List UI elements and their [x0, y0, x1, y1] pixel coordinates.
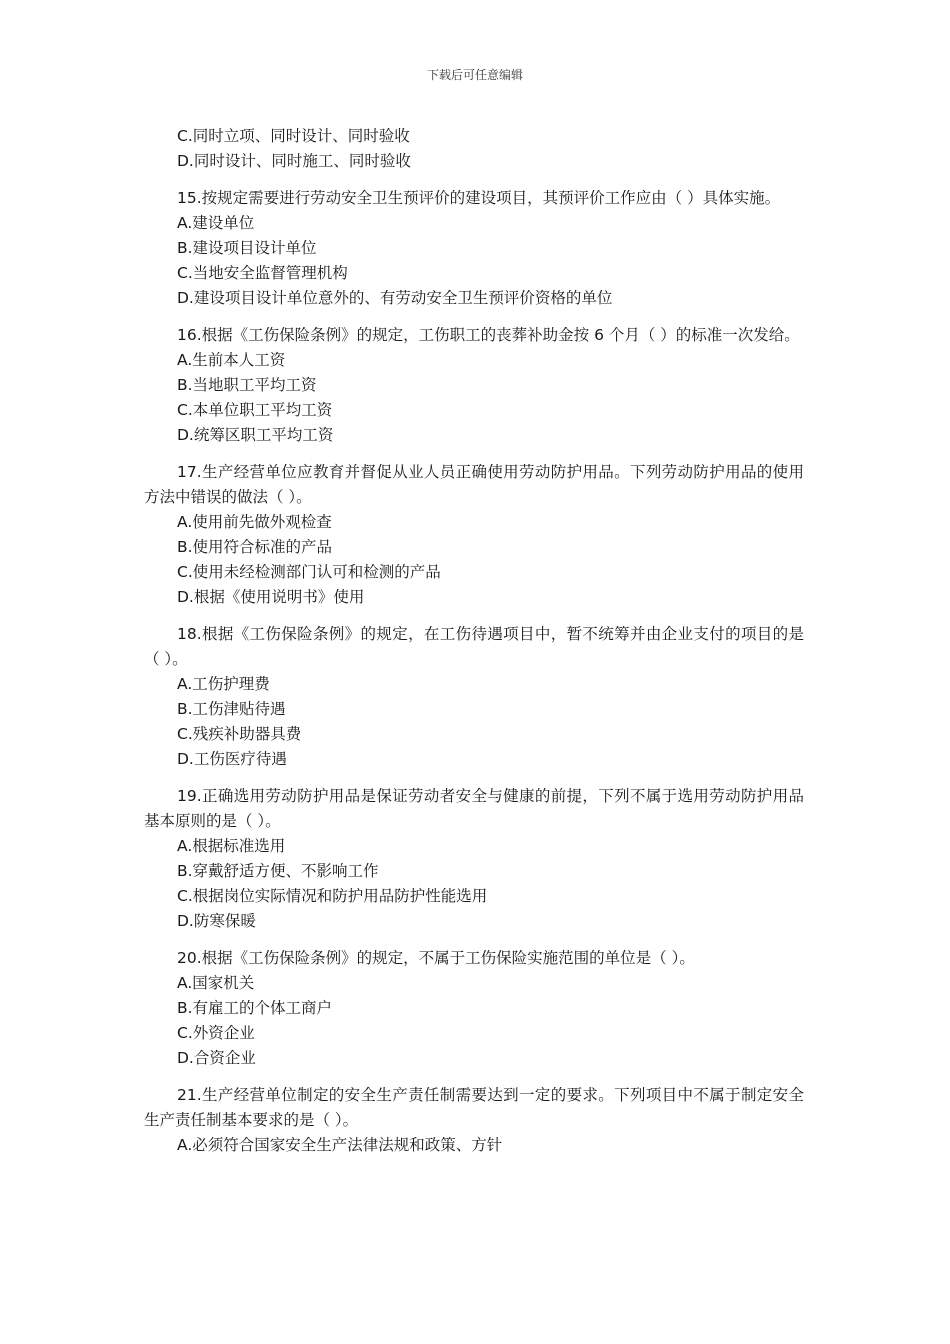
option: A.使用前先做外观检查	[177, 513, 332, 531]
option: D.统筹区职工平均工资	[177, 426, 334, 444]
option: D.合资企业	[177, 1049, 256, 1067]
question-stem: 19.正确选用劳动防护用品是保证劳动者安全与健康的前提，下列不属于选用劳动防护用品基本原则的是（ ）。	[144, 787, 804, 830]
option: C.外资企业	[177, 1024, 255, 1042]
leading-options	[144, 124, 804, 174]
option: D.建设项目设计单位意外的、有劳动安全卫生预评价资格的单位	[177, 289, 613, 307]
question-stem: 16.根据《工伤保险条例》的规定，工伤职工的丧葬补助金按 6 个月（ ）的标准一次发给。	[177, 326, 800, 344]
option: C.本单位职工平均工资	[177, 401, 333, 419]
option: D.防寒保暖	[177, 912, 256, 930]
option: C.同时立项、同时设计、同时验收	[177, 127, 410, 145]
option: A.工伤护理费	[177, 675, 270, 693]
option: D.工伤医疗待遇	[177, 750, 287, 768]
question-19	[144, 784, 804, 934]
option: B.有雇工的个体工商户	[177, 999, 333, 1017]
question-16	[144, 323, 804, 448]
option: A.生前本人工资	[177, 351, 286, 369]
question-stem: 18.根据《工伤保险条例》的规定，在工伤待遇项目中，暂不统筹并由企业支付的项目的是（ ）。	[144, 625, 804, 668]
page-header: 下载后可任意编辑	[426, 68, 523, 82]
option: C.当地安全监督管理机构	[177, 264, 348, 282]
option: D.根据《使用说明书》使用	[177, 588, 365, 606]
question-20	[144, 946, 804, 1071]
question-18	[144, 622, 804, 772]
option: C.残疾补助器具费	[177, 725, 302, 743]
option: A.必须符合国家安全生产法律法规和政策、方针	[177, 1136, 503, 1154]
question-stem: 20.根据《工伤保险条例》的规定，不属于工伤保险实施范围的单位是（ ）。	[177, 949, 695, 967]
question-15	[144, 186, 804, 311]
question-stem: 17.生产经营单位应教育并督促从业人员正确使用劳动防护用品。下列劳动防护用品的使用方法中错误的做法（ ）。	[144, 463, 804, 506]
option: A.根据标准选用	[177, 837, 286, 855]
option: B.建设项目设计单位	[177, 239, 317, 257]
question-stem: 15.按规定需要进行劳动安全卫生预评价的建设项目，其预评价工作应由（ ）具体实施。	[177, 189, 781, 207]
option: D.同时设计、同时施工、同时验收	[177, 152, 411, 170]
option: B.当地职工平均工资	[177, 376, 317, 394]
option: B.使用符合标准的产品	[177, 538, 333, 556]
option: B.工伤津贴待遇	[177, 700, 286, 718]
option: B.穿戴舒适方便、不影响工作	[177, 862, 379, 880]
question-21	[144, 1083, 804, 1158]
option: C.根据岗位实际情况和防护用品防护性能选用	[177, 887, 488, 905]
question-17	[144, 460, 804, 610]
option: A.国家机关	[177, 974, 255, 992]
question-stem: 21.生产经营单位制定的安全生产责任制需要达到一定的要求。下列项目中不属于制定安全生产责任制基本要求的是（ ）。	[144, 1086, 804, 1129]
option: C.使用未经检测部门认可和检测的产品	[177, 563, 441, 581]
document-body	[144, 124, 804, 1158]
option: A.建设单位	[177, 214, 255, 232]
